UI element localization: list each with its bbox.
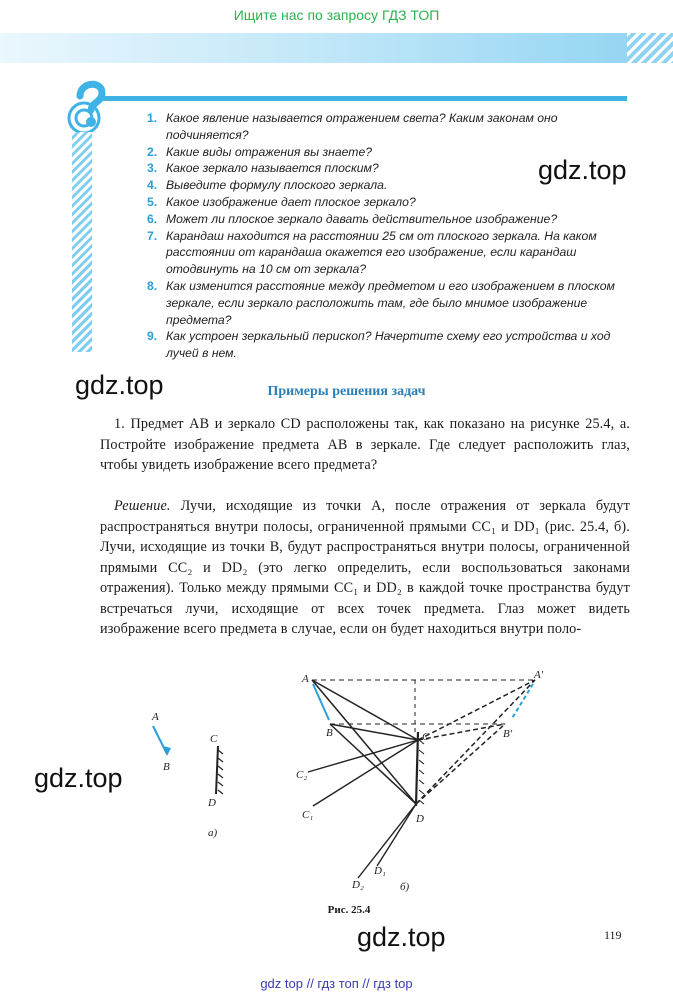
question-item: 3. Какое зеркало называется плоским? [147, 161, 379, 176]
figure-part-b [308, 680, 535, 878]
figure-part-a [151, 711, 223, 839]
question-icon [62, 76, 114, 136]
page-number: 119 [604, 928, 622, 942]
fig-b-label-D1: D₁ [374, 865, 386, 877]
question-item: 2. Какие виды отражения вы знаете? [147, 144, 372, 159]
fig-a-subcaption: а) [208, 827, 218, 839]
fig-b-label-C2: C₂ [296, 769, 308, 781]
watermark: gdz.top [538, 155, 627, 185]
fig-b-label-D2: D₂ [352, 879, 364, 891]
question-item: 7. Карандаш находится на расстоянии 25 см от плоского зеркала. На каком расстоянии от карандаша окажется его изображение, если карандаш отодвинуть на 10 см от зеркала? [147, 228, 597, 277]
question-item: 1. Какое явление называется отражением света? Каким законам оно подчиняется? [147, 111, 558, 142]
header-bar [0, 33, 673, 63]
figure-caption: Рис. 25.4 [327, 904, 371, 916]
questions-side-stripe [72, 132, 92, 352]
top-banner: Ищите нас по запросу ГДЗ ТОП [233, 7, 440, 23]
fig-a-label-B: B [163, 761, 170, 773]
fig-a-label-D: D [208, 797, 216, 809]
header-stripes [627, 33, 673, 63]
fig-b-subcaption: б) [400, 881, 410, 893]
fig-a-label-A: A [152, 711, 159, 723]
question-item: 6. Может ли плоское зеркало давать действительное изображение? [147, 211, 558, 226]
questions-top-rule [100, 96, 627, 101]
section-title: Примеры решения задач [267, 384, 426, 399]
fig-b-label-A-prime: A' [534, 669, 544, 681]
fig-b-label-B-prime: B' [503, 728, 513, 740]
bottom-banner: gdz top // гдз топ // гдз top [260, 976, 413, 991]
fig-b-label-B: B [326, 727, 333, 739]
fig-b-label-C: C [422, 731, 430, 743]
fig-b-label-A: A [302, 673, 309, 685]
fig-b-label-C1: C₁ [302, 809, 314, 821]
question-item: 5. Какое изображение дает плоское зеркало? [147, 194, 416, 209]
solution-text: Лучи, исходящие из точки A, после отражения от зеркала будут распространяться внутри полосы, ограниченной прямыми CC₁ и DD₁ (рис. 25.4, б). Лучи, исходящие из точки B, будут распространяться внутри полосы, ограниченной прямыми CC₂ и DD₂ (это легко определить, если воспользоваться законами отражения). Только между прямыми CC₁ и DD₂ в каждой точке пространства будут встречаться лучи, исходящие от всех точек предмета. Глаз может видеть изображение всего предмета в случае, если он будет находиться внутри поло- [100, 498, 630, 637]
watermark: gdz.top [75, 370, 164, 400]
question-item: 8. Как изменится расстояние между предметом и его изображением в плоском зеркале, если зеркало расположить там, где было мнимое изображение предмета? [147, 278, 615, 327]
watermark: gdz.top [34, 763, 123, 793]
solution-label: Решение. [114, 498, 171, 514]
questions-list [147, 110, 632, 362]
solution-paragraph [100, 496, 630, 640]
fig-a-label-C: C [210, 733, 218, 745]
figure-25-4 [130, 660, 580, 900]
watermark: gdz.top [357, 922, 446, 952]
question-item: 4. Выведите формулу плоского зеркала. [147, 178, 388, 193]
question-item: 9. Как устроен зеркальный перископ? Начертите схему его устройства и ход лучей в нем. [147, 329, 611, 361]
fig-b-label-D: D [416, 813, 424, 825]
problem-text: 1. Предмет AB и зеркало CD расположены так, как показано на рисунке 25.4, а. Постройте изображение предмета AB в зеркале. Где следует расположить глаз, чтобы увидеть изображение всего предмета? [100, 416, 630, 473]
